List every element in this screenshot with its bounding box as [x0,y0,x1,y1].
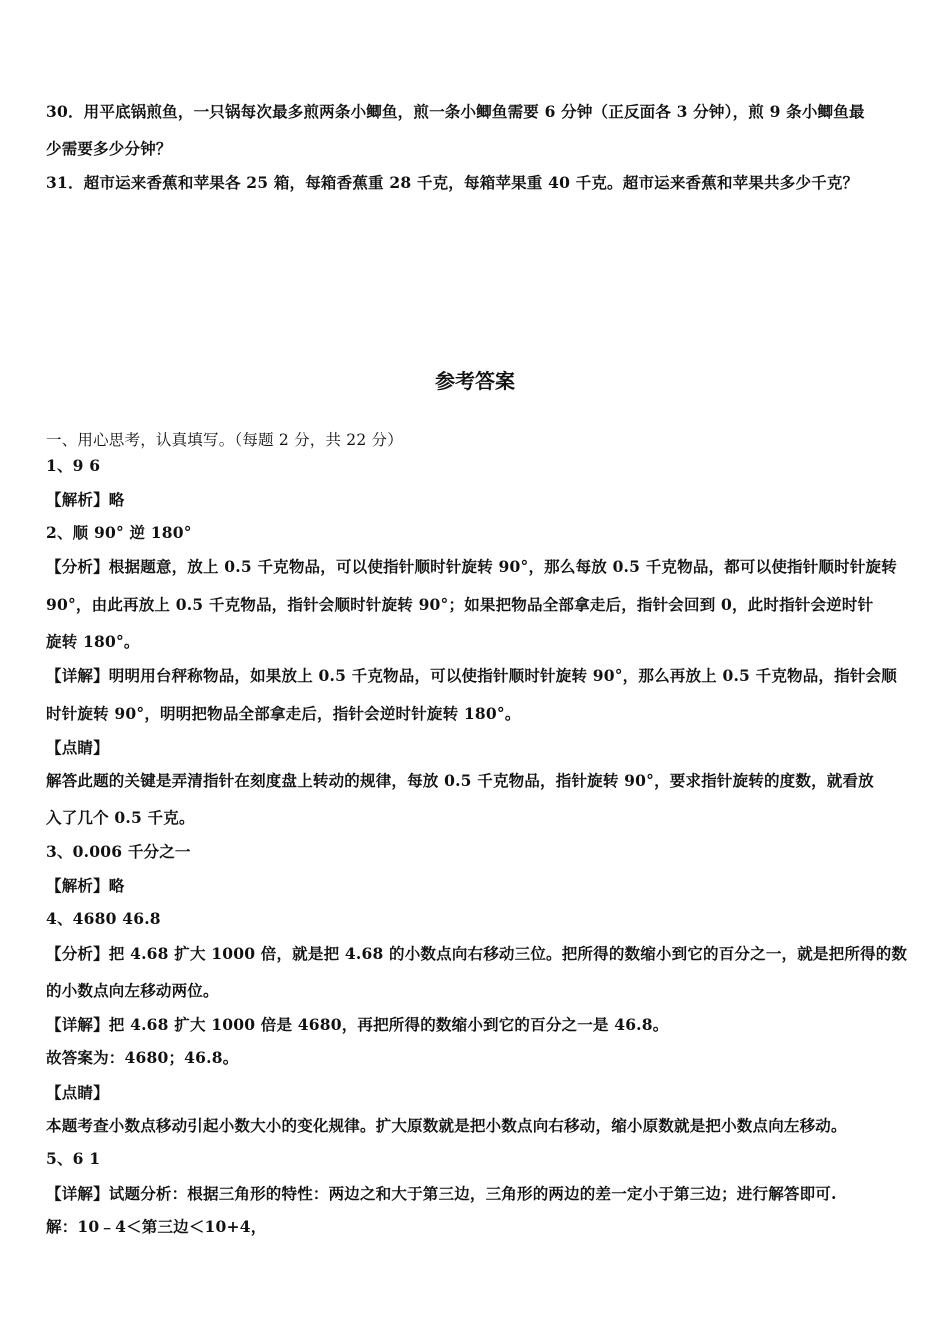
answer-line: 本题考查小数点移动引起小数大小的变化规律。扩大原数就是把小数点向右移动，缩小原数就是把小数点向左移动。 [46,1116,847,1135]
question-30-line-2: 少需要多少分钟？ [46,139,172,158]
answer-line: 的小数点向左移动两位。 [46,981,219,1000]
answer-line: 【详解】把 4.68 扩大 1000 倍是 4680，再把所得的数缩小到它的百分之一是 46.8。 [46,1015,669,1034]
section-heading: 一、用心思考，认真填写。（每题 2 分，共 22 分） [46,431,403,449]
answer-line: 4、4680 46.8 [46,909,161,928]
answer-line: 2、顺 90° 逆 180° [46,523,192,542]
answer-line: 【解析】略 [46,490,125,509]
answer-line: 解答此题的关键是弄清指针在刻度盘上转动的规律，每放 0.5 千克物品，指针旋转 90°，要求指针旋转的度数，就看放 [46,771,874,790]
answer-line: 旋转 180°。 [46,632,140,651]
answer-line: 解：10﹣4＜第三边＜10+4， [46,1217,267,1236]
answer-line: 3、0.006 千分之一 [46,842,191,861]
answer-line: 【点睛】 [46,738,109,757]
answer-line: 1、9 6 [46,456,101,475]
answer-line: 【详解】试题分析：根据三角形的特性：两边之和大于第三边，三角形的两边的差一定小于第三边；进行解答即可. [46,1184,837,1203]
answer-line: 【分析】根据题意，放上 0.5 千克物品，可以使指针顺时针旋转 90°，那么每放 0.5 千克物品，都可以使指针顺时针旋转 [46,557,897,576]
answer-line: 【分析】把 4.68 扩大 1000 倍，就是把 4.68 的小数点向右移动三位。把所得的数缩小到它的百分之一，就是把所得的数 [46,944,908,963]
answer-line: 【点睛】 [46,1083,109,1102]
question-31: 31．超市运来香蕉和苹果各 25 箱，每箱香蕉重 28 千克，每箱苹果重 40 千克。超市运来香蕉和苹果共多少千克？ [46,173,859,192]
answer-line: 【详解】明明用台秤称物品，如果放上 0.5 千克物品，可以使指针顺时针旋转 90°，那么再放上 0.5 千克物品，指针会顺 [46,666,897,685]
answer-line: 故答案为：4680；46.8。 [46,1048,239,1067]
answer-title: 参考答案 [435,369,515,393]
answer-line: 【解析】略 [46,876,125,895]
answer-line: 5、6 1 [46,1149,101,1168]
answer-line: 时针旋转 90°，明明把物品全部拿走后，指针会逆时针旋转 180°。 [46,704,521,723]
question-30-line-1: 30．用平底锅煎鱼，一只锅每次最多煎两条小鲫鱼，煎一条小鲫鱼需要 6 分钟（正反面各 3 分钟），煎 9 条小鲫鱼最 [46,102,865,121]
answer-line: 入了几个 0.5 千克。 [46,808,195,827]
answer-line: 90°，由此再放上 0.5 千克物品，指针会顺时针旋转 90°；如果把物品全部拿走后，指针会回到 0，此时指针会逆时针 [46,595,874,614]
